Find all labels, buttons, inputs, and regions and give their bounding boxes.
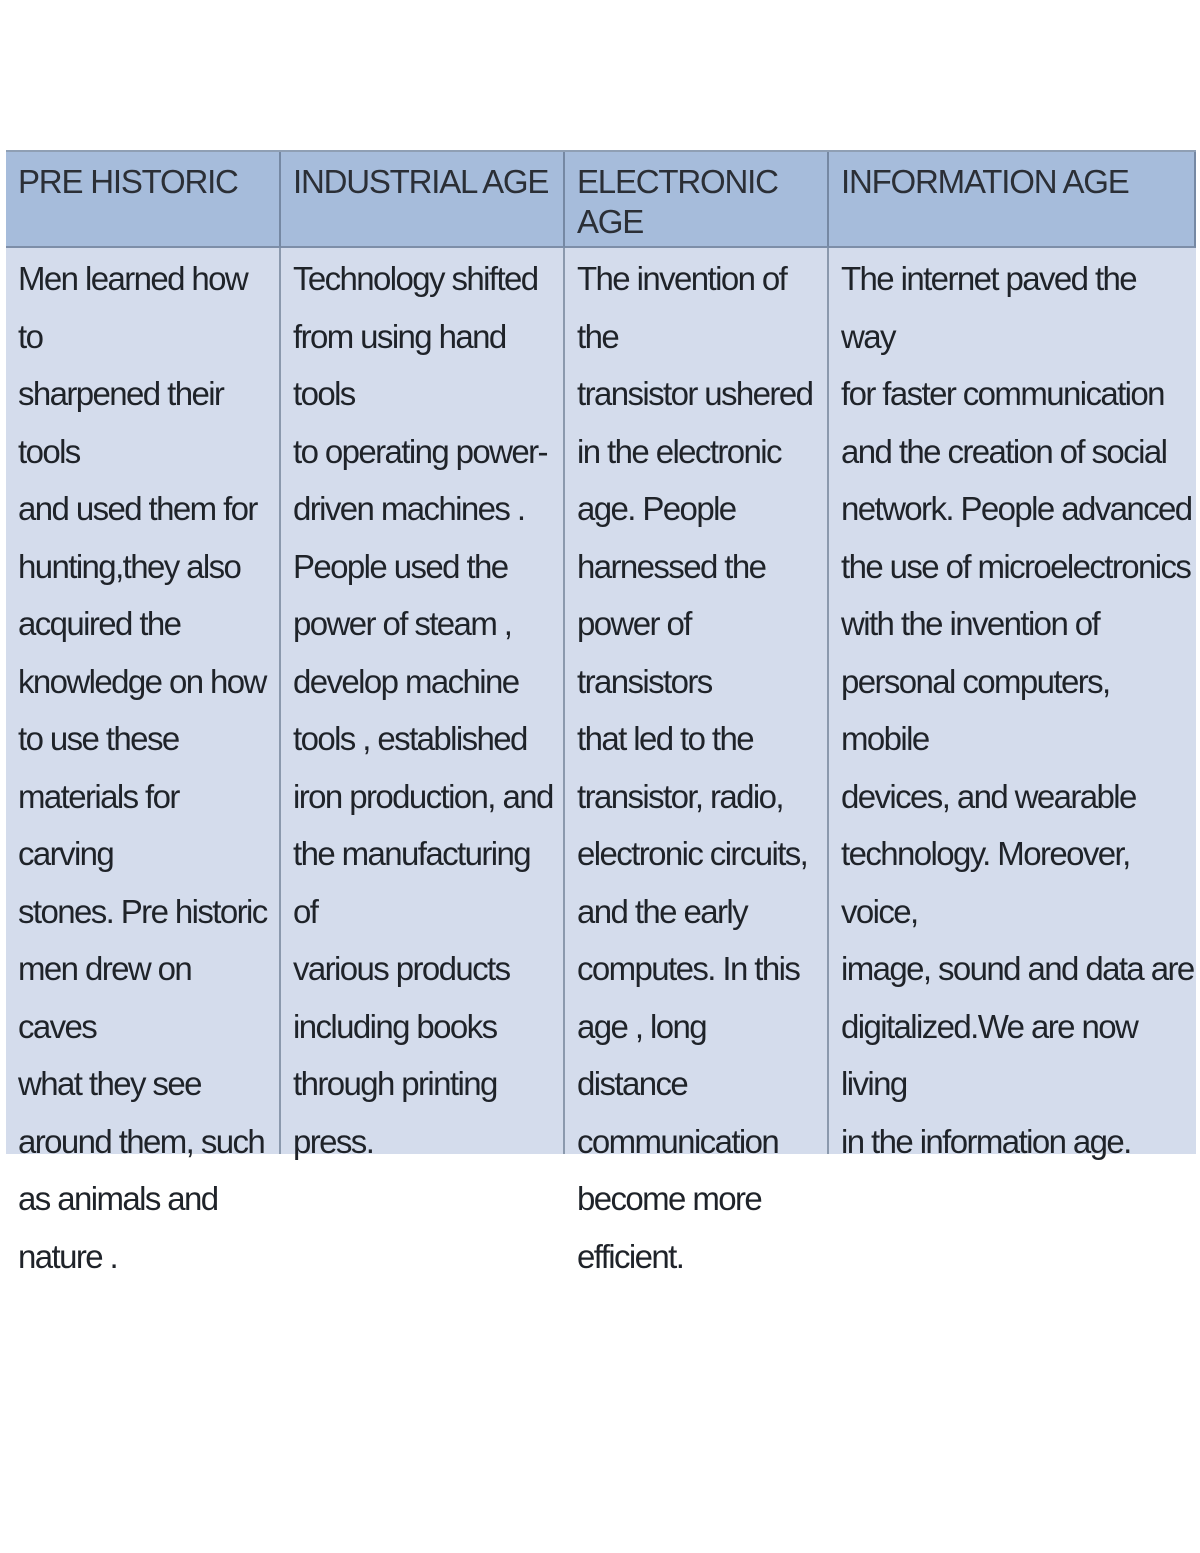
ages-comparison-table: [6, 152, 1196, 1275]
header-industrial-age: INDUSTRIAL AGE: [281, 152, 565, 248]
header-information-age: INFORMATION AGE: [829, 152, 1196, 248]
cell-electronic-age: The invention of the transistor ushered in the electronic age. People harnessed the power of transistors that led to the transistor, radio, electronic circuits, and the early computes. In this age , long distance communication become more efficient.: [565, 248, 829, 1154]
header-pre-historic: PRE HISTORIC: [6, 152, 281, 248]
cell-industrial-age: Technology shifted from using hand tools to operating power- driven machines . People used the power of steam , develop machine tools , established iron production, and the manufacturing of various products including books through printing press.: [281, 248, 565, 1154]
header-electronic-age: ELECTRONIC AGE: [565, 152, 829, 248]
cell-information-age: The internet paved the way for faster communication and the creation of social network. People advanced the use of microelectronics with the invention of personal computers, mobile devices, and wearable technology. Moreover, voice, image, sound and data are digitalized.We are now living in the information age.: [829, 248, 1196, 1154]
cell-pre-historic: Men learned how to sharpened their tools and used them for hunting,they also acquired the knowledge on how to use these materials for carving stones. Pre historic men drew on caves what they see around them, such as animals and nature .: [6, 248, 281, 1154]
